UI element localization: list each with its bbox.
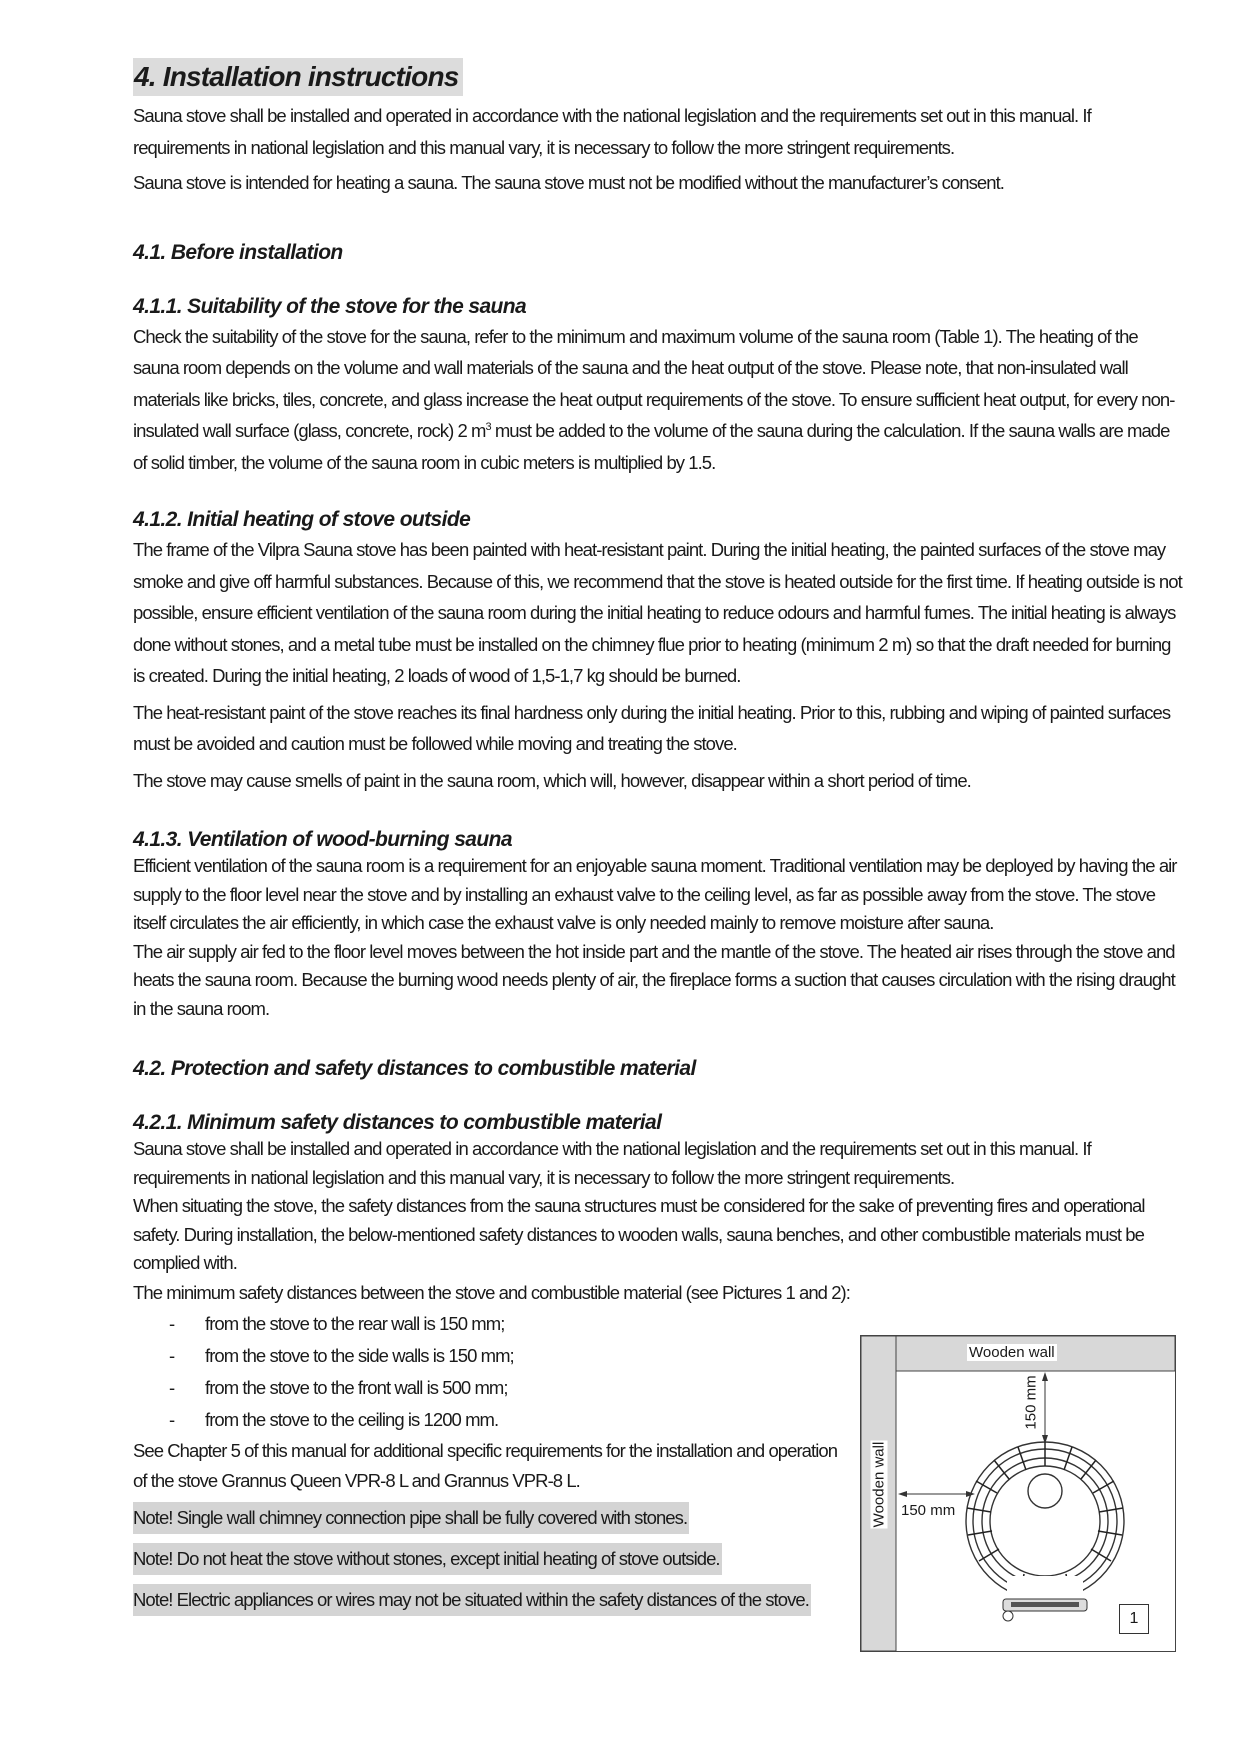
paragraph: The frame of the Vilpra Sauna stove has been painted with heat-resistant paint. During the initial heating, the painted surfaces of the stove may smoke and give off harmful substances. Because of this, we recommend that the stove is heated outside for the first time. If heating outside is not possible, ensure efficient ventilation of the sauna room during the initial heating to reduce odours and harmful fumes. The initial heating is always done without stones, and a metal tube must be installed on the chimney flue prior to heating (minimum 2 m) so that the draft needed for burning is created. During the initial heating, 2 loads of wood of 1,5-1,7 kg should be burned. <box>133 539 1182 686</box>
side-wall-label: Wooden wall <box>870 1441 888 1528</box>
paragraph: Efficient ventilation of the sauna room is a requirement for an enjoyable sauna moment. Traditional ventilation may be deployed by having the air supply to the floor level near the stove and by installing an exhaust valve to the ceiling level, as far as possible away from the stove. The stove itself circulates the air efficiently, in which case the exhaust valve is only needed mainly to remove moisture after sauna. <box>133 855 1177 933</box>
list-item: - from the stove to the ceiling is 1200 mm. <box>169 1408 499 1430</box>
section-4-2-1-body <box>133 1135 1183 1278</box>
section-4-2-1-title: 4.2.1. Minimum safety distances to combustible material <box>133 1111 662 1134</box>
section-4-1-3-body <box>133 852 1183 1023</box>
section-4-1-title: 4.1. Before installation <box>133 240 343 264</box>
section-4-1-1-title: 4.1.1. Suitability of the stove for the sauna <box>133 294 527 318</box>
section-4-1-2-body <box>133 534 1183 796</box>
top-distance-label: 150 mm <box>1022 1375 1040 1430</box>
paragraph: The air supply air fed to the floor level moves between the hot inside part and the mantle of the stove. The heated air rises through the stove and heats the sauna room. Because the burning wood needs plenty of air, the fireplace forms a suction that causes circulation with the rising draught in the sauna room. <box>133 940 1175 1019</box>
section-4-1-2-title: 4.1.2. Initial heating of stove outside <box>133 508 471 531</box>
list-item: - from the stove to the side walls is 150 mm; <box>169 1344 514 1366</box>
note-callout: Note! Electric appliances or wires may not be situated within the safety distances of the stove. <box>133 1584 811 1616</box>
note-callout: Note! Single wall chimney connection pipe shall be fully covered with stones. <box>133 1502 689 1534</box>
paragraph: The heat-resistant paint of the stove reaches its final hardness only during the initial heating. Prior to this, rubbing and wiping of painted surfaces must be avoided and caution must be followed while moving and treating the stove. <box>133 701 1171 754</box>
list-item: - from the stove to the rear wall is 150 mm; <box>169 1312 505 1334</box>
section-4-intro <box>133 100 1183 199</box>
side-distance-label: 150 mm <box>901 1502 956 1519</box>
section-4-2-1-list-block <box>133 1278 853 1616</box>
section-4-2-title: 4.2. Protection and safety distances to combustible material <box>133 1057 696 1080</box>
section-4-title: 4. Installation instructions <box>133 58 463 96</box>
paragraph: Sauna stove shall be installed and operated in accordance with the national legislation and the requirements set out in this manual. If requirements in national legislation and this manual vary, it is necessary to follow the more stringent requirements. <box>133 105 1091 158</box>
paragraph: Check the suitability of the stove for the sauna, refer to the minimum and maximum volume of the sauna room (Table 1). The heating of the sauna room depends on the volume and wall materials of the sauna and the heat output of the stove. Please note, that non-insulated wall materials like bricks, tiles, concrete, and glass increase the heat output requirements of the stove. To ensure sufficient heat output, for every non-insulated wall surface (glass, concrete, rock) 2 $m^3$ must be added to the volume of the sauna during the calculation. If the sauna walls are made of solid timber, the volume of the sauna room in cubic meters is multiplied by 1.5. <box>133 325 1175 473</box>
paragraph: The minimum safety distances between the stove and combustible material (see Pictures 1 and 2): <box>133 1281 850 1303</box>
paragraph: Sauna stove shall be installed and operated in accordance with the national legislation and the requirements set out in this manual. If requirements in national legislation and this manual vary, it is necessary to follow the more stringent requirements. <box>133 1138 1091 1188</box>
paragraph: Sauna stove is intended for heating a sauna. The sauna stove must not be modified without the manufacturer’s consent. <box>133 172 1004 193</box>
section-4-1-3-title: 4.1.3. Ventilation of wood-burning sauna <box>133 828 512 851</box>
safety-distance-list <box>133 1308 853 1436</box>
paragraph: The stove may cause smells of paint in the sauna room, which will, however, disappear within a short period of time. <box>133 769 971 791</box>
paragraph: When situating the stove, the safety distances from the sauna structures must be considered for the sake of preventing fires and operational safety. During installation, the below-mentioned safety distances to wooden walls, sauna benches, and other combustible materials must be complied with. <box>133 1195 1145 1273</box>
picture-number-box: 1 <box>1119 1604 1149 1634</box>
picture-1-safety-distance-diagram <box>860 1335 1176 1652</box>
list-item: - from the stove to the front wall is 500 mm; <box>169 1376 508 1398</box>
note-callout: Note! Do not heat the stove without stones, except initial heating of stove outside. <box>133 1543 722 1575</box>
paragraph: See Chapter 5 of this manual for additional specific requirements for the installation and operation of the stove Grannus Queen VPR-8 L and Grannus VPR-8 L. <box>133 1439 838 1491</box>
top-wall-label: Wooden wall <box>969 1344 1055 1361</box>
